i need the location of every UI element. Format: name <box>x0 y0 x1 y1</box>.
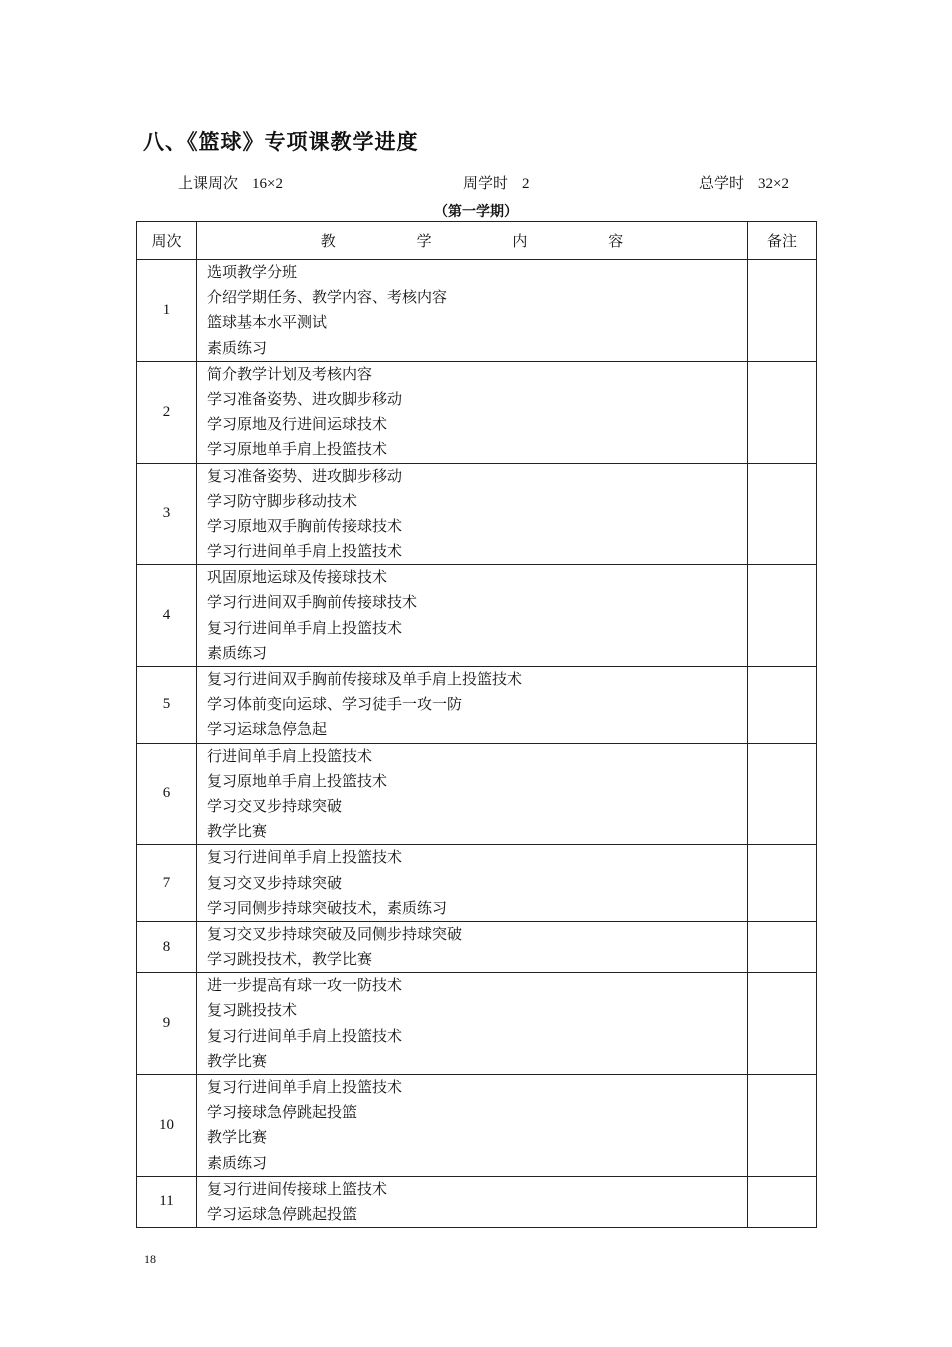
content-line: 学习交叉步持球突破 <box>207 796 343 815</box>
header-week: 周次 <box>137 222 197 260</box>
content-line: 素质练习 <box>207 338 268 357</box>
table-row <box>137 361 817 463</box>
weeks-label: 上课周次 <box>178 174 239 192</box>
note-cell <box>748 667 817 744</box>
table-row <box>137 743 817 845</box>
content-line: 选项教学分班 <box>207 263 298 281</box>
content-line: 学习准备姿势、进攻脚步移动 <box>207 389 403 408</box>
teaching-content <box>197 565 748 667</box>
header-content <box>197 222 748 260</box>
weekly-hours-label: 周学时 <box>463 174 509 192</box>
content-line: 复习行进间单手肩上投篮技术 <box>207 618 403 637</box>
note-cell <box>748 361 817 463</box>
content-line: 复习行进间单手肩上投篮技术 <box>207 1078 403 1096</box>
teaching-content <box>197 1075 748 1177</box>
header-content-char: 容 <box>608 232 624 250</box>
weeks-value: 16×2 <box>252 176 283 192</box>
content-line: 篮球基本水平测试 <box>207 313 328 332</box>
content-line: 介绍学期任务、教学内容、考核内容 <box>207 288 448 307</box>
content-line: 简介教学计划及考核内容 <box>207 364 373 383</box>
note-cell <box>748 1075 817 1177</box>
content-line: 复习行进间单手肩上投篮技术 <box>207 848 403 867</box>
week-number: 11 <box>137 1176 197 1227</box>
week-number: 6 <box>137 743 197 845</box>
note-cell <box>748 973 817 1075</box>
table-row <box>137 973 817 1075</box>
week-number: 3 <box>137 463 197 565</box>
teaching-content <box>197 1176 748 1227</box>
content-line: 学习原地及行进间运球技术 <box>207 415 388 434</box>
table-row <box>137 845 817 922</box>
teaching-content <box>197 743 748 845</box>
week-number: 5 <box>137 667 197 744</box>
week-number: 2 <box>137 361 197 463</box>
note-cell <box>748 260 817 362</box>
content-line: 学习同侧步持球突破技术，素质练习 <box>207 898 448 917</box>
week-number: 7 <box>137 845 197 922</box>
content-line: 学习跳投技术，教学比赛 <box>207 950 373 969</box>
content-line: 学习原地单手肩上投篮技术 <box>207 440 388 459</box>
header-content-char: 学 <box>416 232 432 250</box>
content-line: 复习行进间传接球上篮技术 <box>207 1179 388 1198</box>
content-line: 复习行进间单手肩上投篮技术 <box>207 1026 403 1045</box>
note-cell <box>748 845 817 922</box>
content-line: 学习体前变向运球、学习徒手一攻一防 <box>207 695 463 714</box>
note-cell <box>748 1176 817 1227</box>
content-line: 复习交叉步持球突破及同侧步持球突破 <box>207 924 463 943</box>
note-cell <box>748 921 817 972</box>
table-row <box>137 463 817 565</box>
content-line: 行进间单手肩上投篮技术 <box>207 746 373 765</box>
schedule-table <box>136 221 817 1228</box>
note-cell <box>748 463 817 565</box>
teaching-content <box>197 463 748 565</box>
table-row <box>137 921 817 972</box>
week-number: 1 <box>137 260 197 362</box>
table-header-row <box>137 222 817 260</box>
content-line: 学习防守脚步移动技术 <box>207 491 358 510</box>
content-line: 复习行进间双手胸前传接球及单手肩上投篮技术 <box>207 670 523 688</box>
week-number: 9 <box>137 973 197 1075</box>
content-line: 复习原地单手肩上投篮技术 <box>207 771 388 790</box>
table-row <box>137 667 817 744</box>
semester-label: （第一学期） <box>434 204 518 220</box>
teaching-content <box>197 845 748 922</box>
teaching-content <box>197 921 748 972</box>
table-row <box>137 565 817 667</box>
content-line: 学习原地双手胸前传接球技术 <box>207 516 403 535</box>
teaching-content <box>197 260 748 362</box>
total-hours-info <box>699 172 789 193</box>
weekly-hours-info <box>463 172 530 193</box>
table-row <box>137 1176 817 1227</box>
week-number: 8 <box>137 921 197 972</box>
table-row <box>137 260 817 362</box>
week-number: 10 <box>137 1075 197 1177</box>
total-hours-value: 32×2 <box>758 176 789 192</box>
content-line: 巩固原地运球及传接球技术 <box>207 568 388 587</box>
weeks-info <box>178 172 283 193</box>
teaching-content <box>197 361 748 463</box>
page-number: 18 <box>144 1252 156 1266</box>
content-line: 学习行进间双手胸前传接球技术 <box>207 593 418 612</box>
content-line: 复习准备姿势、进攻脚步移动 <box>207 466 403 485</box>
content-line: 学习行进间单手肩上投篮技术 <box>207 542 403 561</box>
content-line: 复习交叉步持球突破 <box>207 873 343 892</box>
table-row <box>137 1075 817 1177</box>
teaching-content <box>197 973 748 1075</box>
note-cell <box>748 743 817 845</box>
weekly-hours-value: 2 <box>522 176 530 192</box>
header-content-char: 内 <box>512 232 528 250</box>
teaching-content <box>197 667 748 744</box>
content-line: 学习运球急停急起 <box>207 720 328 739</box>
note-cell <box>748 565 817 667</box>
content-line: 素质练习 <box>207 643 268 662</box>
content-line: 素质练习 <box>207 1153 268 1172</box>
content-line: 学习接球急停跳起投篮 <box>207 1103 358 1122</box>
week-number: 4 <box>137 565 197 667</box>
content-line: 教学比赛 <box>207 1051 268 1070</box>
content-line: 学习运球急停跳起投篮 <box>207 1204 358 1223</box>
header-note: 备注 <box>748 222 817 260</box>
content-line: 进一步提高有球一攻一防技术 <box>207 976 403 995</box>
total-hours-label: 总学时 <box>699 174 745 192</box>
content-line: 教学比赛 <box>207 1128 268 1147</box>
section-title: 八、《篮球》专项课教学进度 <box>143 129 419 154</box>
header-content-char: 教 <box>320 232 336 250</box>
content-line: 复习跳投技术 <box>207 1001 298 1020</box>
content-line: 教学比赛 <box>207 822 268 841</box>
